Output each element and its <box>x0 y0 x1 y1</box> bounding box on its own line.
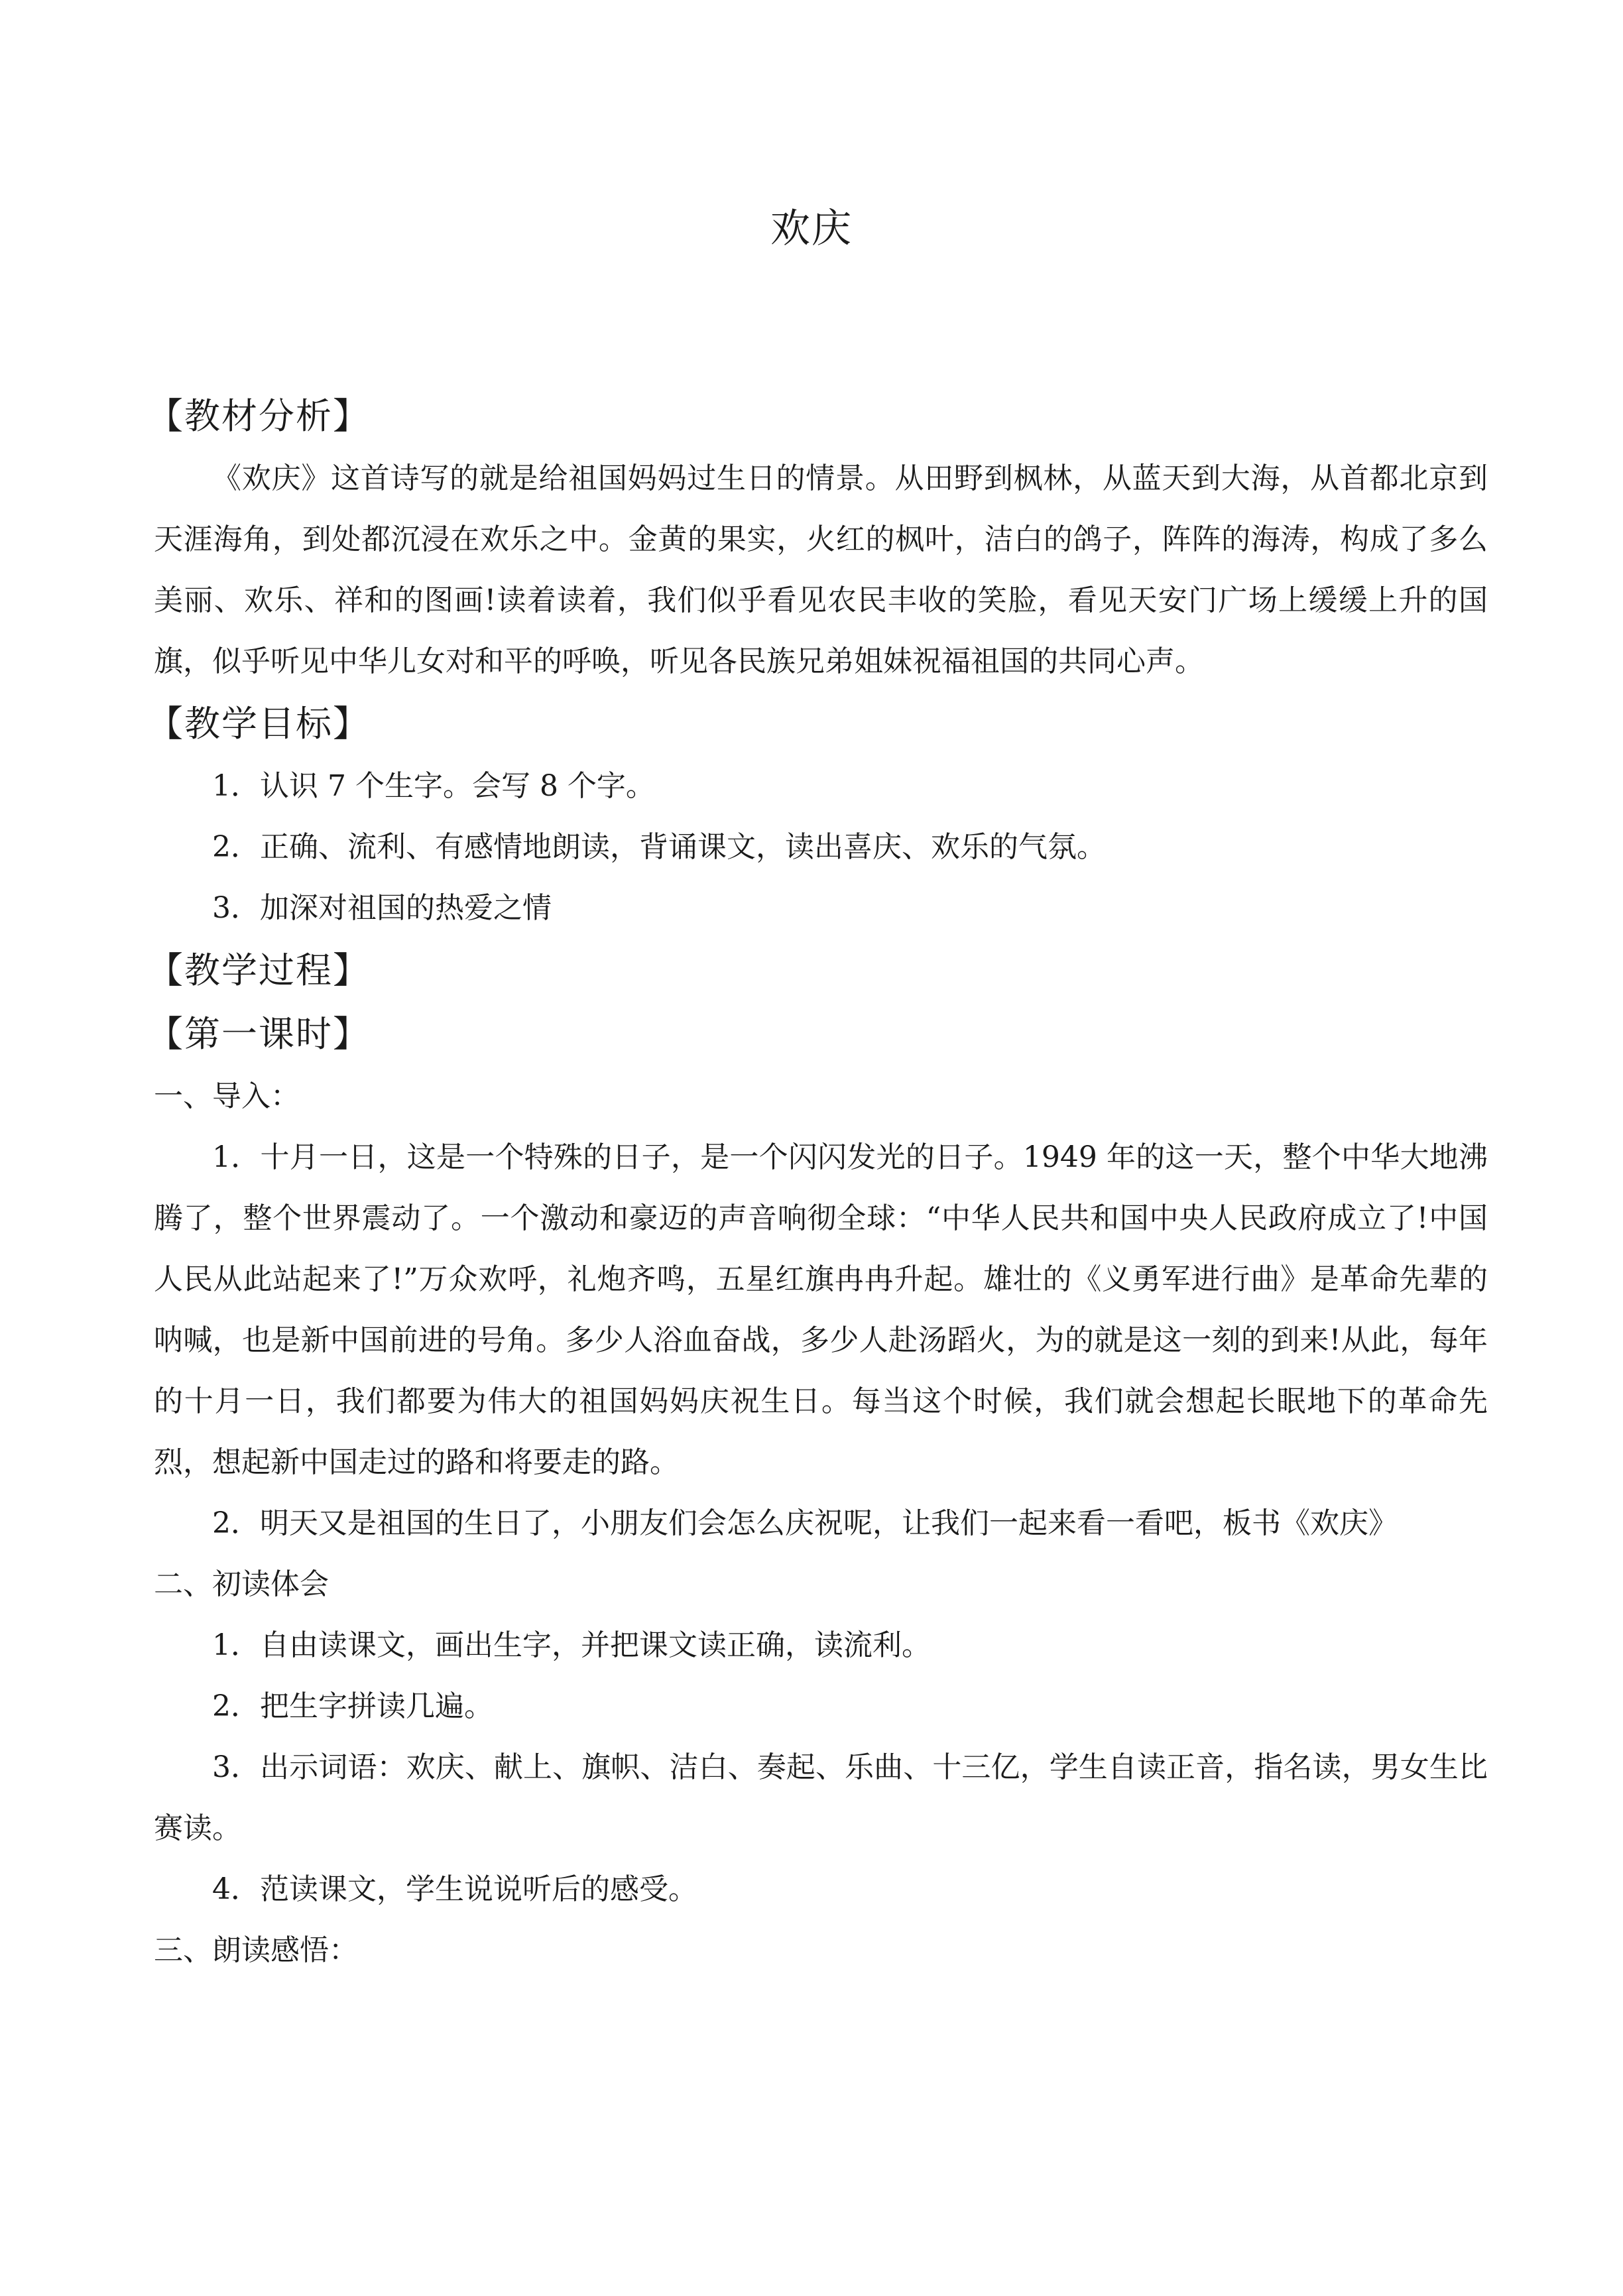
first-read-section-title: 二、初读体会 <box>154 1567 329 1601</box>
first-read-item: 3．出示词语：欢庆、献上、旗帜、洁白、奏起、乐曲、十三亿，学生自读正音，指名读，男女生比赛读。 <box>154 1750 1488 1845</box>
intro-item-1: 1．十月一日，这是一个特殊的日子，是一个闪闪发光的日子。1949 年的这一天，整个中华大地沸腾了，整个世界震动了。一个激动和豪迈的声音响彻全球：“中华人民共和国中央人民政府成立了!中国人民从此站起来了!”万众欢呼，礼炮齐鸣，五星红旗冉冉升起。雄壮的《义勇军进行曲》是革命先辈的呐喊，也是新中国前进的号角。多少人浴血奋战，多少人赴汤蹈火，为的就是这一刻的到来!从此，每年的十月一日，我们都要为伟大的祖国妈妈庆祝生日。每当这个时候，我们就会想起长眠地下的革命先烈，想起新中国走过的路和将要走的路。 <box>154 1140 1488 1479</box>
analysis-heading: 【教材分析】 <box>147 395 370 437</box>
process-heading: 【教学过程】 <box>147 949 370 991</box>
goal-item: 1．认识 7 个生字。会写 8 个字。 <box>212 769 655 803</box>
analysis-paragraph: 《欢庆》这首诗写的就是给祖国妈妈过生日的情景。从田野到枫林，从蓝天到大海，从首都北京到天涯海角，到处都沉浸在欢乐之中。金黄的果实，火红的枫叶，洁白的鸽子，阵阵的海涛，构成了多么美丽、欢乐、祥和的图画!读着读着，我们似乎看见农民丰收的笑脸，看见天安门广场上缓缓上升的国旗，似乎听见中华儿女对和平的呼唤，听见各民族兄弟姐妹祝福祖国的共同心声。 <box>154 461 1488 678</box>
lesson1-heading: 【第一课时】 <box>147 1013 370 1055</box>
page-title: 欢庆 <box>770 206 853 252</box>
goals-heading: 【教学目标】 <box>147 703 370 745</box>
document-body <box>147 385 1488 1981</box>
read-aloud-section-title: 三、朗读感悟： <box>154 1933 358 1967</box>
intro-section-title: 一、导入： <box>154 1079 300 1113</box>
first-read-item: 4．范读课文，学生说说听后的感受。 <box>212 1872 697 1906</box>
first-read-item: 1．自由读课文，画出生字，并把课文读正确，读流利。 <box>212 1628 931 1662</box>
goal-item: 2．正确、流利、有感情地朗读，背诵课文，读出喜庆、欢乐的气氛。 <box>212 830 1106 864</box>
goal-item: 3．加深对祖国的热爱之情 <box>212 891 552 925</box>
first-read-item: 2．把生字拼读几遍。 <box>212 1689 493 1723</box>
intro-item-2: 2．明天又是祖国的生日了，小朋友们会怎么庆祝呢，让我们一起来看一看吧，板书《欢庆》 <box>212 1506 1398 1540</box>
